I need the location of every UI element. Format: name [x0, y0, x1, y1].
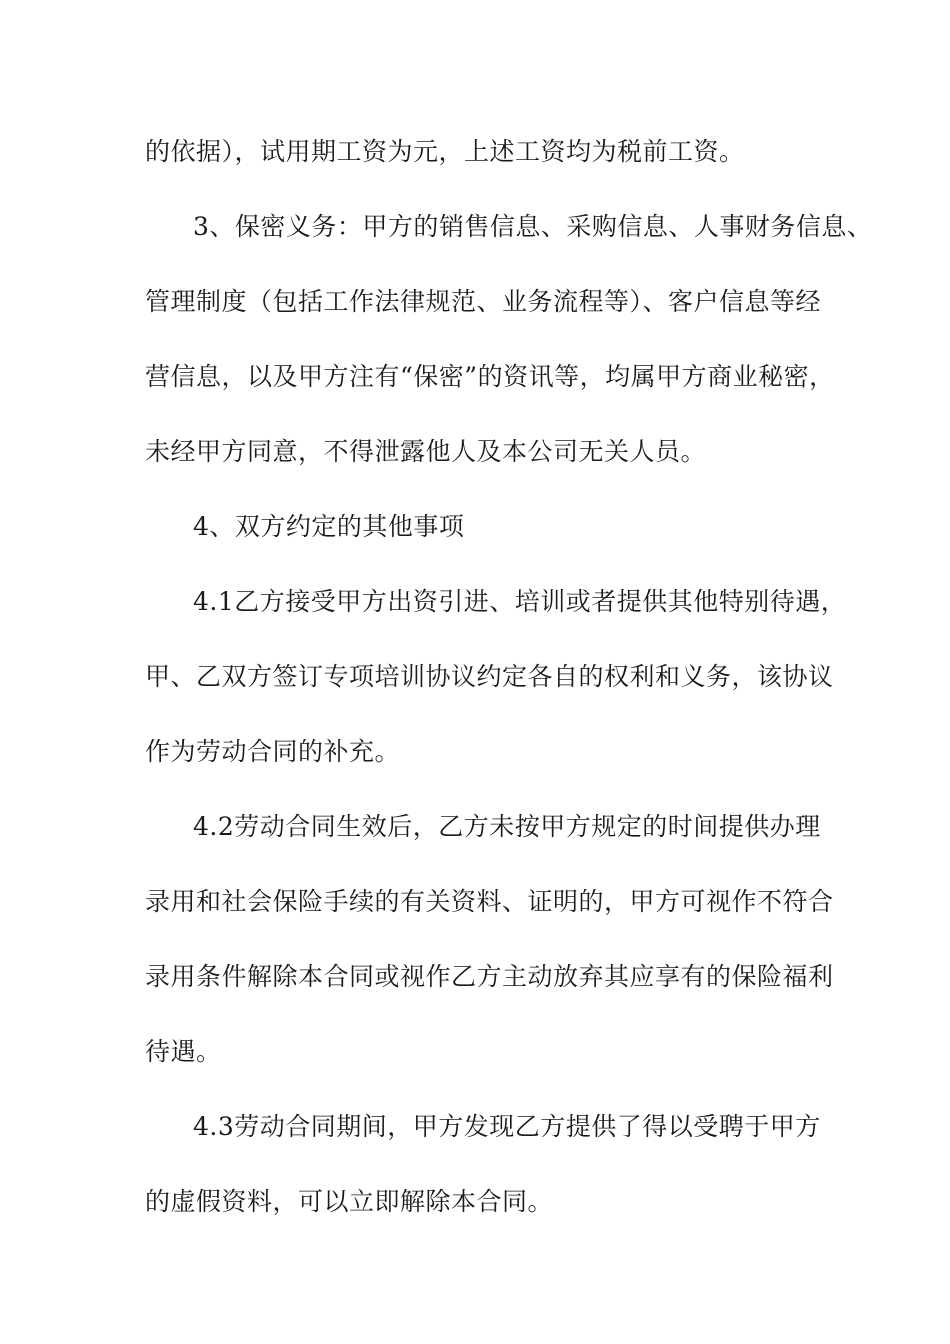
text-line-4: 营信息，以及甲方注有“保密”的资讯等，均属甲方商业秘密，: [145, 362, 835, 391]
text-line-10: 4.2劳动合同生效后，乙方未按甲方规定的时间提供办理: [193, 812, 821, 841]
text-line-14: 4.3劳动合同期间，甲方发现乙方提供了得以受聘于甲方: [193, 1112, 821, 1141]
text-line-1: 的依据），试用期工资为元，上述工资均为税前工资。: [145, 137, 745, 166]
text-line-15: 的虚假资料，可以立即解除本合同。: [145, 1187, 554, 1216]
text-line-9: 作为劳动合同的补充。: [145, 737, 401, 766]
text-line-2: 3、保密义务：甲方的销售信息、采购信息、人事财务信息、: [193, 212, 873, 241]
text-line-8: 甲、乙双方签订专项培训协议约定各自的权利和义务，该协议: [145, 662, 834, 691]
text-line-5: 未经甲方同意，不得泄露他人及本公司无关人员。: [145, 437, 707, 466]
text-line-3: 管理制度（包括工作法律规范、业务流程等）、客户信息等经: [145, 287, 822, 316]
text-line-12: 录用条件解除本合同或视作乙方主动放弃其应享有的保险福利: [145, 962, 834, 991]
text-line-7: 4.1乙方接受甲方出资引进、培训或者提供其他特别待遇，: [193, 587, 847, 616]
text-line-6: 4、双方约定的其他事项: [193, 512, 465, 541]
text-line-13: 待遇。: [145, 1037, 222, 1066]
text-line-11: 录用和社会保险手续的有关资料、证明的，甲方可视作不符合: [145, 887, 834, 916]
